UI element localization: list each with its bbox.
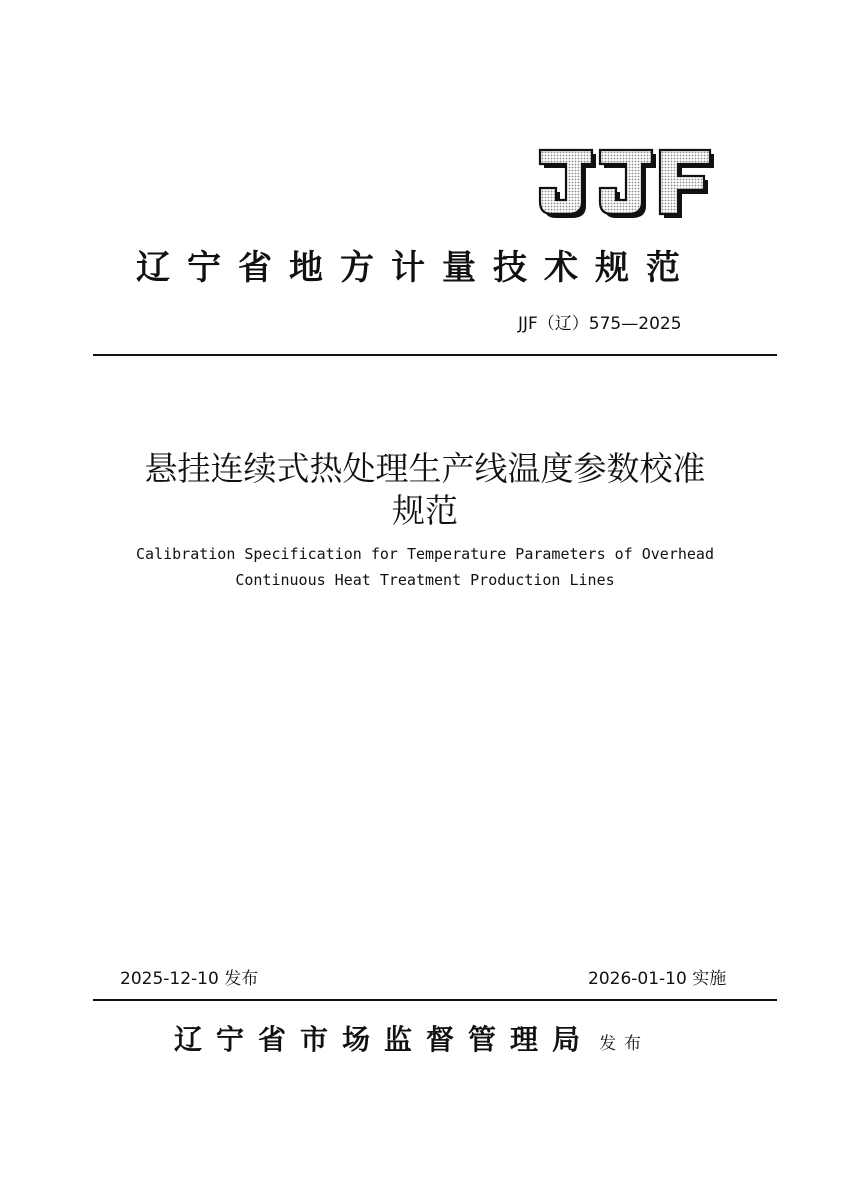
issuer xyxy=(174,1018,649,1058)
top-divider xyxy=(93,354,777,356)
main-title-line-2: 规范 xyxy=(392,491,458,530)
document-code: JJF（辽）575—2025 xyxy=(518,314,682,334)
implementation-date: 2026-01-10 实施 xyxy=(588,969,727,989)
english-title xyxy=(60,541,790,593)
english-title-line-2: Continuous Heat Treatment Production Lines xyxy=(235,571,615,589)
series-title: 辽宁省地方计量技术规范 xyxy=(136,248,697,288)
issuer-name: 辽宁省市场监督管理局 xyxy=(174,1023,595,1056)
main-title-line-1: 悬挂连续式热处理生产线温度参数校准 xyxy=(144,449,706,488)
jjf-logo-icon xyxy=(538,148,714,220)
bottom-divider xyxy=(93,999,777,1001)
issuer-suffix: 发布 xyxy=(599,1034,650,1054)
english-title-line-1: Calibration Specification for Temperature Parameters of Overhead xyxy=(136,545,714,563)
main-title xyxy=(60,448,790,532)
issue-date: 2025-12-10 发布 xyxy=(120,969,259,989)
